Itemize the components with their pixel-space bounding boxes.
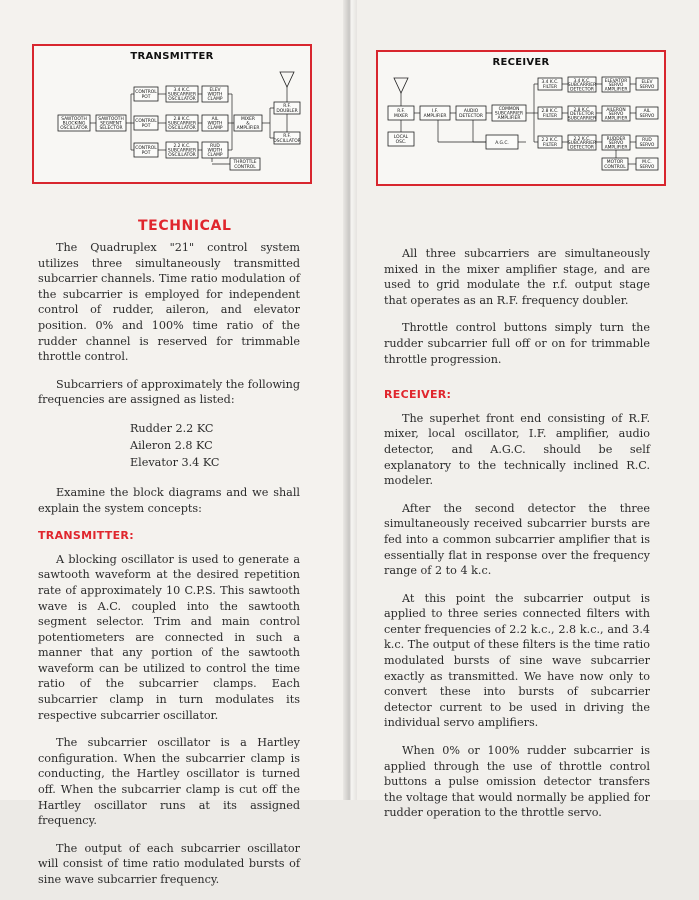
paragraph-intro: The Quadruplex "21" control system utilizes three simultaneously transmitted subcarrier channels. Time ratio modulation of the subcarrier is employed for independent control of rudder, aileron, and elevator position. 0% and 100% time ratio of the rudder channel is reserved for trimmable throttle control. <box>38 241 300 364</box>
svg-text:WIDTH: WIDTH <box>207 92 223 98</box>
block-control-pot-top <box>134 87 158 101</box>
svg-text:A.G.C.: A.G.C. <box>495 141 509 146</box>
svg-text:AILERON: AILERON <box>606 108 626 113</box>
frequency-list <box>130 420 300 471</box>
svg-text:SEGMENT: SEGMENT <box>100 121 122 127</box>
block-local-osc <box>388 132 414 146</box>
paragraph-second-detector: After the second detector the three simultaneously received subcarrier bursts are fed into a common subcarrier amplifier that is essentially flat in response over the frequency range of 2 to 4 k.c. <box>384 501 650 578</box>
receiver-diagram-title: RECEIVER <box>492 57 550 68</box>
transmitter-subheading: TRANSMITTER: <box>38 529 134 543</box>
block-common-amplifier <box>492 105 526 121</box>
svg-text:WIDTH: WIDTH <box>207 148 223 154</box>
svg-text:RUD: RUD <box>642 138 652 143</box>
left-column <box>38 240 300 900</box>
block-segment-selector <box>96 115 126 131</box>
page-fold <box>343 0 357 800</box>
block-throttle-control <box>230 158 260 170</box>
svg-text:ELEV: ELEV <box>641 80 653 85</box>
freq-rudder: Rudder 2.2 KC <box>130 421 214 435</box>
transmitter-block-diagram <box>34 46 310 182</box>
svg-text:AUDIO: AUDIO <box>463 109 479 114</box>
svg-text:BLOCKING: BLOCKING <box>62 121 86 127</box>
svg-text:2.2 K.C.: 2.2 K.C. <box>573 137 591 142</box>
svg-text:MIXER: MIXER <box>394 114 408 119</box>
block-rud-clamp <box>202 142 228 158</box>
block-mixer-amplifier <box>234 115 262 131</box>
block-mc-servo <box>636 158 658 170</box>
svg-text:DOUBLER: DOUBLER <box>276 109 298 114</box>
receiver-diagram <box>376 50 666 186</box>
block-control-pot-bottom <box>134 143 158 157</box>
svg-text:RUD: RUD <box>210 144 220 149</box>
block-control-pot-mid <box>134 116 158 130</box>
svg-text:ELEV: ELEV <box>209 88 221 93</box>
svg-text:COMMON: COMMON <box>498 107 520 112</box>
svg-text:SERVO: SERVO <box>639 143 655 148</box>
svg-text:WIDTH: WIDTH <box>207 121 223 127</box>
svg-text:2.8 K.C.: 2.8 K.C. <box>173 117 191 122</box>
block-detector-3-4 <box>568 77 596 93</box>
svg-text:FILTER: FILTER <box>542 85 558 90</box>
svg-text:SAWTOOTH: SAWTOOTH <box>98 117 124 122</box>
svg-text:AIL: AIL <box>643 109 651 114</box>
block-oscillator-3-4 <box>166 86 198 102</box>
svg-text:CONTROL: CONTROL <box>135 119 157 124</box>
svg-text:SERVO: SERVO <box>639 114 655 119</box>
block-detector-2-2 <box>568 135 596 151</box>
svg-text:DETECTOR: DETECTOR <box>570 112 594 117</box>
svg-text:CLAMP: CLAMP <box>207 97 223 102</box>
receiver-subheading: RECEIVER: <box>384 388 452 402</box>
svg-text:RUDDER: RUDDER <box>606 137 626 142</box>
block-elevator-servo-amp <box>602 77 630 93</box>
paragraph-examine: Examine the block diagrams and we shall explain the system concepts: <box>38 485 300 515</box>
svg-text:3.4 K.C.: 3.4 K.C. <box>173 88 191 93</box>
svg-text:MIXER: MIXER <box>241 117 255 122</box>
svg-text:CLAMP: CLAMP <box>207 126 223 131</box>
block-audio-detector <box>456 106 486 120</box>
block-aileron-servo-amp <box>602 106 630 122</box>
svg-text:AIL: AIL <box>211 117 219 122</box>
svg-text:SUBCARRIER: SUBCARRIER <box>567 116 597 122</box>
svg-text:THROTTLE: THROTTLE <box>233 160 257 165</box>
svg-text:AMPLIFIER: AMPLIFIER <box>604 145 628 151</box>
svg-text:CONTROL: CONTROL <box>135 146 157 151</box>
svg-text:SERVO: SERVO <box>639 165 655 170</box>
freq-aileron: Aileron 2.8 KC <box>130 438 213 452</box>
svg-text:POT: POT <box>141 95 151 100</box>
block-rud-servo <box>636 136 658 148</box>
svg-text:SERVO: SERVO <box>639 85 655 90</box>
block-ail-clamp <box>202 115 228 131</box>
svg-text:2.2 K.C.: 2.2 K.C. <box>541 138 559 143</box>
svg-text:OSCILLATOR: OSCILLATOR <box>168 97 196 102</box>
svg-text:OSCILLATOR: OSCILLATOR <box>273 139 301 144</box>
block-elev-servo <box>636 78 658 90</box>
transmitter-diagram <box>32 44 312 184</box>
block-oscillator-2-8 <box>166 115 198 131</box>
paragraph-blocking-osc: A blocking oscillator is used to generate a sawtooth waveform at the desired repetition rate of approximately 10 C.P.S. This sawtooth wave is A.C. coupled into the sawtooth segment selector. Trim and main control potentiometers are connected in such a manner that any portion of the sawtooth waveform can be utilized to control the time ratio of the subcarrier clamps. Each subcarrier clamp in turn modulates its respective subcarrier oscillator. <box>38 552 300 722</box>
svg-text:DETECTOR: DETECTOR <box>570 145 594 151</box>
svg-text:CONTROL: CONTROL <box>135 90 157 95</box>
svg-text:MOTOR: MOTOR <box>606 160 624 165</box>
block-motor-control <box>602 158 628 170</box>
svg-text:AMPLIFIER: AMPLIFIER <box>423 114 447 119</box>
svg-text:3.4 K.C.: 3.4 K.C. <box>573 79 591 84</box>
svg-text:SELECTOR: SELECTOR <box>99 126 123 131</box>
svg-text:I.F.: I.F. <box>432 109 438 114</box>
block-elev-clamp <box>202 86 228 102</box>
block-rf-mixer <box>388 106 414 120</box>
svg-text:OSC.: OSC. <box>395 140 407 145</box>
svg-text:POT: POT <box>141 124 151 129</box>
svg-text:R.F.: R.F. <box>283 134 291 139</box>
right-column <box>384 246 650 833</box>
block-if-amplifier <box>420 106 450 120</box>
svg-text:CLAMP: CLAMP <box>207 153 223 158</box>
svg-text:&: & <box>246 121 250 127</box>
paragraph-hartley: The subcarrier oscillator is a Hartley configuration. When the subcarrier clamp is conducting, the Hartley oscillator is turned off. When the subcarrier clamp is cut off the Hartley oscillator runs at its assigned frequency. <box>38 736 300 828</box>
svg-text:SERVO: SERVO <box>608 141 624 146</box>
freq-elevator: Elevator 3.4 KC <box>130 455 220 469</box>
svg-text:AMPLIFIER: AMPLIFIER <box>604 116 628 122</box>
block-rf-oscillator <box>273 132 300 144</box>
svg-text:3.4 K.C.: 3.4 K.C. <box>541 80 559 85</box>
block-detector-2-8 <box>568 106 596 122</box>
svg-text:CONTROL: CONTROL <box>604 165 626 170</box>
svg-text:2.8 K.C.: 2.8 K.C. <box>541 109 559 114</box>
technical-heading: TECHNICAL <box>138 218 232 234</box>
svg-text:FILTER: FILTER <box>542 143 558 148</box>
paragraph-mixed: All three subcarriers are simultaneously mixed in the mixer amplifier stage, and are used to grid modulate the r.f. output stage that operates as an R.F. frequency doubler. <box>384 247 650 307</box>
block-agc <box>486 135 518 149</box>
svg-text:SERVO: SERVO <box>608 112 624 117</box>
svg-text:OSCILLATOR: OSCILLATOR <box>168 126 196 131</box>
svg-text:POT: POT <box>141 151 151 156</box>
paragraph-rudder-subcarrier: When 0% or 100% rudder subcarrier is applied through the use of throttle control buttons a pulse omission detector transfers the voltage that would normally be applied for rudder operation to the throttle servo. <box>384 744 650 820</box>
svg-text:R.F.: R.F. <box>283 104 291 109</box>
svg-text:LOCAL: LOCAL <box>393 135 409 140</box>
svg-text:OSCILLATOR: OSCILLATOR <box>168 153 196 158</box>
svg-text:AMPLIFIER: AMPLIFIER <box>604 87 628 93</box>
svg-text:CONTROL: CONTROL <box>234 165 256 170</box>
svg-text:DETECTOR: DETECTOR <box>570 87 594 93</box>
transmitter-diagram-title: TRANSMITTER <box>130 51 214 62</box>
paragraph-throttle: Throttle control buttons simply turn the rudder subcarrier full off or on for trimmable throttle progression. <box>384 321 650 366</box>
svg-text:AMPLIFIER: AMPLIFIER <box>236 126 260 131</box>
block-rf-doubler <box>274 102 300 114</box>
svg-text:SERVO: SERVO <box>608 83 624 88</box>
paragraph-output: The output of each subcarrier oscillator will consist of time ratio modulated bursts of sine wave subcarrier frequency. <box>38 841 300 886</box>
svg-text:SUBCARRIER: SUBCARRIER <box>167 148 197 154</box>
receiver-block-diagram <box>378 52 664 184</box>
svg-text:SUBCARRIER: SUBCARRIER <box>167 92 197 98</box>
svg-text:DETECTOR: DETECTOR <box>459 114 483 119</box>
svg-text:M.C.: M.C. <box>642 160 652 165</box>
svg-text:SUBCARRIER: SUBCARRIER <box>494 111 524 117</box>
block-filter-2-8 <box>538 107 562 119</box>
svg-text:SUBCARRIER: SUBCARRIER <box>167 121 197 127</box>
svg-text:FILTER: FILTER <box>542 114 558 119</box>
svg-text:SUBCARRIER: SUBCARRIER <box>567 141 597 146</box>
svg-text:AMPLIFIER: AMPLIFIER <box>497 116 521 121</box>
block-filter-3-4 <box>538 78 562 90</box>
svg-text:2.2 K.C.: 2.2 K.C. <box>173 144 191 149</box>
svg-text:SAWTOOTH: SAWTOOTH <box>61 117 87 122</box>
block-ail-servo <box>636 107 658 119</box>
paragraph-subcarriers: Subcarriers of approximately the following frequencies are assigned as listed: <box>38 377 300 407</box>
block-sawtooth-oscillator <box>58 115 90 131</box>
svg-text:R.F.: R.F. <box>397 109 405 114</box>
svg-text:OSCILLATOR: OSCILLATOR <box>60 126 88 131</box>
block-filter-2-2 <box>538 136 562 148</box>
block-oscillator-2-2 <box>166 142 198 158</box>
svg-text:2.8 K.C.: 2.8 K.C. <box>573 108 591 113</box>
svg-text:SUBCARRIER: SUBCARRIER <box>567 83 597 88</box>
svg-text:ELEVATOR: ELEVATOR <box>604 79 628 84</box>
block-rudder-servo-amp <box>602 135 630 151</box>
paragraph-filters: At this point the subcarrier output is applied to three series connected filters with center frequencies of 2.2 k.c., 2.8 k.c., and 3.4 k.c. The output of these filters is the time ratio modulated bursts of sine wave subcarrier exactly as transmitted. We have now only to convert these into bursts of subcarrier detector current to be used in driving the individual servo amplifiers. <box>384 591 650 730</box>
paragraph-superhet: The superhet front end consisting of R.F. mixer, local oscillator, I.F. amplifier, audio detector, and A.G.C. should be self explanatory to the technically inclined R.C. modeler. <box>384 411 650 488</box>
